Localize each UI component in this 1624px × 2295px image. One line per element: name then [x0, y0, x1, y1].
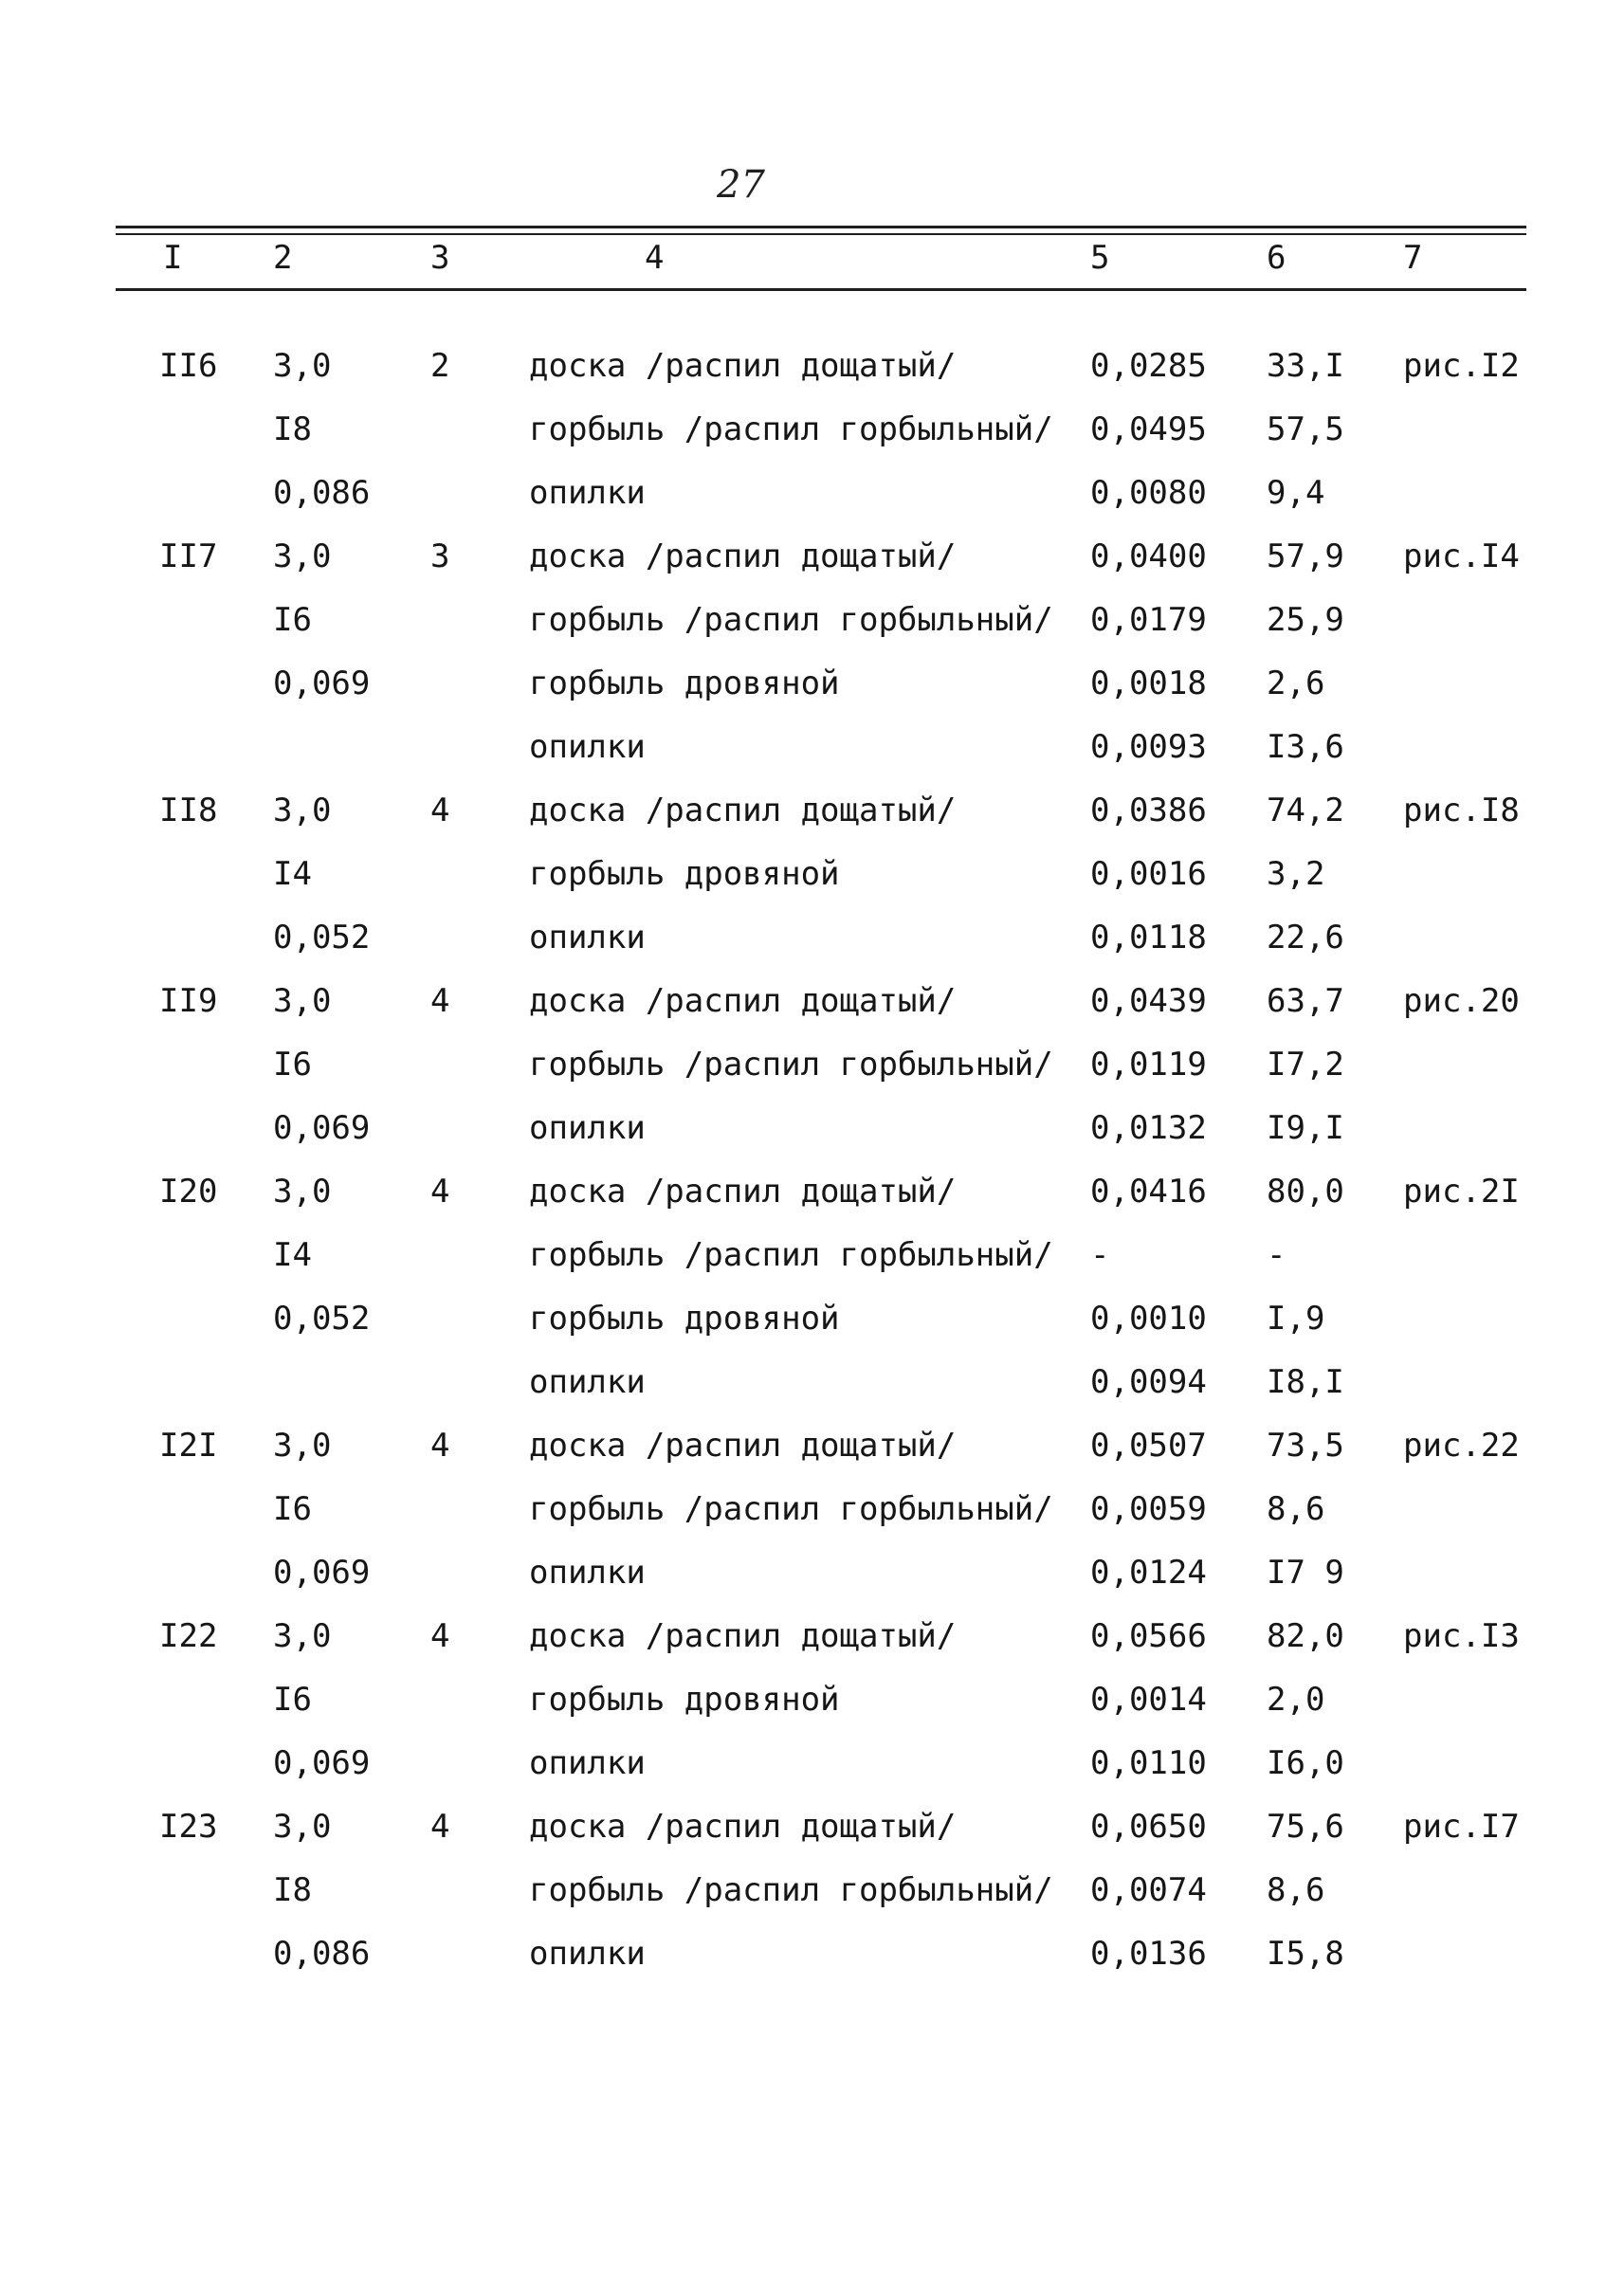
record-number: II8 [159, 792, 218, 829]
table-row [0, 1042, 1624, 1105]
product-description: доска /распил дощатый/ [529, 982, 957, 1020]
volume-value: 0,0136 [1090, 1935, 1207, 1973]
product-description: горбыль /распил горбыльный/ [529, 410, 1053, 448]
table-row [0, 1423, 1624, 1486]
size-value: 0,069 [273, 1744, 371, 1782]
product-description: горбыль /распил горбыльный/ [529, 601, 1053, 639]
volume-value: 0,0439 [1090, 982, 1207, 1020]
size-value: 0,086 [273, 474, 371, 512]
product-description: горбыль дровяной [529, 1300, 840, 1338]
size-value: 0,052 [273, 919, 371, 956]
volume-value: 0,0179 [1090, 601, 1207, 639]
volume-value: 0,0507 [1090, 1427, 1207, 1465]
volume-value: 0,0074 [1090, 1871, 1207, 1909]
saw-count: 4 [430, 1617, 450, 1655]
product-description: горбыль дровяной [529, 1681, 840, 1719]
volume-value: 0,0400 [1090, 537, 1207, 575]
percent-value: I5,8 [1267, 1935, 1344, 1973]
saw-count: 4 [430, 982, 450, 1020]
product-description: горбыль /распил горбыльный/ [529, 1236, 1053, 1274]
size-value: 0,069 [273, 665, 371, 702]
product-description: опилки [529, 474, 646, 512]
size-value: 3,0 [273, 1173, 332, 1211]
product-description: доска /распил дощатый/ [529, 537, 957, 575]
product-description: опилки [529, 1554, 646, 1592]
table-row [0, 1359, 1624, 1423]
product-description: опилки [529, 1744, 646, 1782]
size-value: 3,0 [273, 1427, 332, 1465]
percent-value: 80,0 [1267, 1173, 1344, 1211]
volume-value: 0,0416 [1090, 1173, 1207, 1211]
header-cell-5: 5 [1090, 239, 1110, 277]
size-value: I6 [273, 1046, 312, 1084]
percent-value: 33,I [1267, 347, 1344, 385]
table-row [0, 534, 1624, 597]
percent-value: 25,9 [1267, 601, 1344, 639]
volume-value: 0,0495 [1090, 410, 1207, 448]
saw-count: 4 [430, 1808, 450, 1846]
volume-value: 0,0124 [1090, 1554, 1207, 1592]
table-row [0, 343, 1624, 407]
table-row [0, 851, 1624, 915]
percent-value: 8,6 [1267, 1871, 1325, 1909]
size-value: 3,0 [273, 1617, 332, 1655]
product-description: горбыль дровяной [529, 855, 840, 893]
table-body [0, 343, 1624, 1994]
figure-reference: рис.I4 [1403, 537, 1520, 575]
size-value: I6 [273, 1681, 312, 1719]
percent-value: 9,4 [1267, 474, 1325, 512]
volume-value: 0,0018 [1090, 665, 1207, 702]
percent-value: 75,6 [1267, 1808, 1344, 1846]
table-row [0, 597, 1624, 661]
table-row [0, 1613, 1624, 1677]
table-row [0, 1296, 1624, 1359]
figure-reference: рис.20 [1403, 982, 1520, 1020]
record-number: II9 [159, 982, 218, 1020]
product-description: доска /распил дощатый/ [529, 1808, 957, 1846]
record-number: II7 [159, 537, 218, 575]
table-row [0, 1105, 1624, 1169]
table-row [0, 1232, 1624, 1296]
header-top-rule [116, 226, 1526, 228]
record-number: I22 [159, 1617, 218, 1655]
figure-reference: рис.22 [1403, 1427, 1520, 1465]
volume-value: 0,0010 [1090, 1300, 1207, 1338]
percent-value: I6,0 [1267, 1744, 1344, 1782]
product-description: доска /распил дощатый/ [529, 1617, 957, 1655]
percent-value: 82,0 [1267, 1617, 1344, 1655]
size-value: I4 [273, 855, 312, 893]
size-value: 0,069 [273, 1554, 371, 1592]
record-number: I20 [159, 1173, 218, 1211]
table-row [0, 1740, 1624, 1804]
volume-value: 0,0132 [1090, 1109, 1207, 1147]
volume-value: 0,0118 [1090, 919, 1207, 956]
table-row [0, 978, 1624, 1042]
volume-value: 0,0386 [1090, 792, 1207, 829]
header-bottom-rule [116, 288, 1526, 291]
size-value: 3,0 [273, 347, 332, 385]
volume-value: 0,0093 [1090, 728, 1207, 766]
percent-value: 74,2 [1267, 792, 1344, 829]
product-description: опилки [529, 1935, 646, 1973]
volume-value: 0,0014 [1090, 1681, 1207, 1719]
size-value: I4 [273, 1236, 312, 1274]
figure-reference: рис.I2 [1403, 347, 1520, 385]
size-value: I8 [273, 410, 312, 448]
product-description: горбыль дровяной [529, 665, 840, 702]
header-cell-3: 3 [430, 239, 450, 277]
size-value: 0,086 [273, 1935, 371, 1973]
volume-value: 0,0285 [1090, 347, 1207, 385]
figure-reference: рис.I3 [1403, 1617, 1520, 1655]
table-row [0, 788, 1624, 851]
record-number: I23 [159, 1808, 218, 1846]
volume-value: 0,0110 [1090, 1744, 1207, 1782]
size-value: 3,0 [273, 792, 332, 829]
table-row [0, 1486, 1624, 1550]
volume-value: 0,0119 [1090, 1046, 1207, 1084]
saw-count: 2 [430, 347, 450, 385]
header-cell-2: 2 [273, 239, 293, 277]
size-value: I8 [273, 1871, 312, 1909]
percent-value: I8,I [1267, 1363, 1344, 1401]
table-row [0, 470, 1624, 534]
header-cell-6: 6 [1267, 239, 1286, 277]
percent-value: 3,2 [1267, 855, 1325, 893]
size-value: 3,0 [273, 1808, 332, 1846]
percent-value: I,9 [1267, 1300, 1325, 1338]
percent-value: 22,6 [1267, 919, 1344, 956]
product-description: опилки [529, 728, 646, 766]
volume-value: - [1090, 1236, 1110, 1274]
table-row [0, 1931, 1624, 1994]
header-cell-7: 7 [1403, 239, 1423, 277]
table-row [0, 1804, 1624, 1867]
figure-reference: рис.2I [1403, 1173, 1520, 1211]
figure-reference: рис.I8 [1403, 792, 1520, 829]
product-description: доска /распил дощатый/ [529, 1173, 957, 1211]
volume-value: 0,0059 [1090, 1490, 1207, 1528]
table-row [0, 661, 1624, 724]
volume-value: 0,0016 [1090, 855, 1207, 893]
percent-value: 57,9 [1267, 537, 1344, 575]
product-description: опилки [529, 919, 646, 956]
size-value: I6 [273, 1490, 312, 1528]
saw-count: 4 [430, 1173, 450, 1211]
table-row [0, 1550, 1624, 1613]
size-value: 3,0 [273, 537, 332, 575]
size-value: 0,052 [273, 1300, 371, 1338]
product-description: горбыль /распил горбыльный/ [529, 1871, 1053, 1909]
table-header [0, 235, 1624, 286]
size-value: 3,0 [273, 982, 332, 1020]
record-number: I2I [159, 1427, 218, 1465]
product-description: опилки [529, 1109, 646, 1147]
size-value: 0,069 [273, 1109, 371, 1147]
percent-value: I9,I [1267, 1109, 1344, 1147]
page-number: 27 [717, 163, 765, 207]
table-row [0, 915, 1624, 978]
table-row [0, 1867, 1624, 1931]
percent-value: I7,2 [1267, 1046, 1344, 1084]
table-row [0, 1677, 1624, 1740]
figure-reference: рис.I7 [1403, 1808, 1520, 1846]
size-value: I6 [273, 601, 312, 639]
volume-value: 0,0566 [1090, 1617, 1207, 1655]
percent-value: 73,5 [1267, 1427, 1344, 1465]
volume-value: 0,0080 [1090, 474, 1207, 512]
product-description: доска /распил дощатый/ [529, 1427, 957, 1465]
percent-value: 63,7 [1267, 982, 1344, 1020]
saw-count: 4 [430, 1427, 450, 1465]
header-cell-1: I [163, 239, 183, 277]
product-description: горбыль /распил горбыльный/ [529, 1490, 1053, 1528]
percent-value: - [1267, 1236, 1286, 1274]
saw-count: 4 [430, 792, 450, 829]
saw-count: 3 [430, 537, 450, 575]
header-cell-4: 4 [645, 239, 665, 277]
percent-value: 2,0 [1267, 1681, 1325, 1719]
table-row [0, 1169, 1624, 1232]
product-description: опилки [529, 1363, 646, 1401]
table-row [0, 724, 1624, 788]
product-description: доска /распил дощатый/ [529, 347, 957, 385]
volume-value: 0,0650 [1090, 1808, 1207, 1846]
percent-value: I3,6 [1267, 728, 1344, 766]
percent-value: I7 9 [1267, 1554, 1344, 1592]
percent-value: 2,6 [1267, 665, 1325, 702]
volume-value: 0,0094 [1090, 1363, 1207, 1401]
product-description: горбыль /распил горбыльный/ [529, 1046, 1053, 1084]
record-number: II6 [159, 347, 218, 385]
product-description: доска /распил дощатый/ [529, 792, 957, 829]
percent-value: 57,5 [1267, 410, 1344, 448]
table-row [0, 407, 1624, 470]
percent-value: 8,6 [1267, 1490, 1325, 1528]
